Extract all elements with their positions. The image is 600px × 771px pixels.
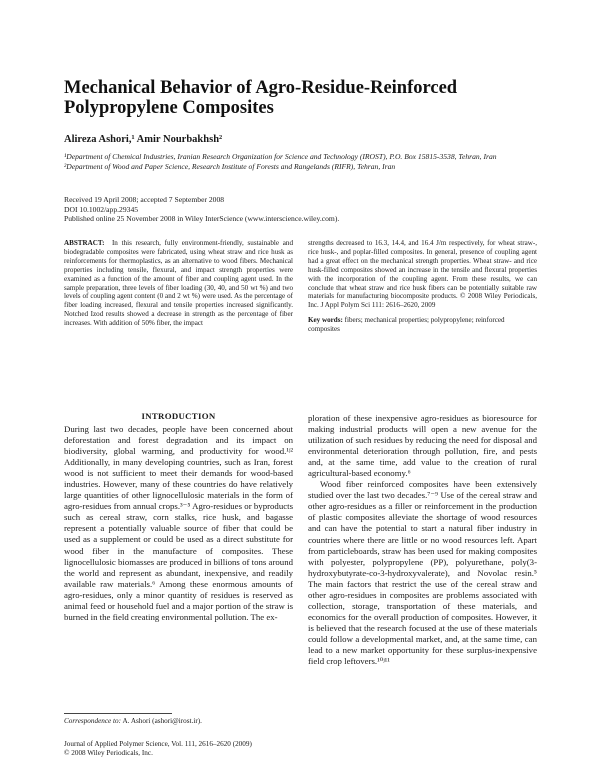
intro-paragraph-1: During last two decades, people have been concerned about deforestation and forest degradation and its impact on biodiversity, global warming, and productivity for wood.¹ʲ² Additionally, in many developing countries, such as Iran, forest wood is not sufficient to meet their demands for wood-based industries. However, many of these countries do have relatively large quantities of other lignocellulosic materials in the form of agro-residues from annual crops.³⁻⁵ Agro-residues or byproducts such as cereal straw, corn stalks, rice husk, and bagasse represent a potentially valuable source of fiber that could be used as a supplement or could be used as a direct substitute for wood fiber in the manufacture of composites. These lignocellulosic biomasses are produced in billions of tons around the world and represent as abundant, inexpensive, and readily available raw materials.⁶ Among these enormous amounts of agro-residues, only a minor quantity of residues is reserved as animal feed or household fuel and a major portion of the straw is burned in the field creating environmental pollution. The ex- (64, 424, 293, 622)
published-online: Published online 25 November 2008 in Wiley InterScience (www.interscience.wiley.com). (64, 214, 340, 224)
correspondence-text: A. Ashori (ashori@irost.ir). (122, 717, 202, 725)
section-heading: INTRODUCTION (141, 411, 216, 421)
authors: Alireza Ashori,¹ Amir Nourbakhsh² (64, 134, 223, 145)
intro-paragraph-2: Wood fiber reinforced composites have been extensively studied over the last two decades.⁷⁻⁹ Use of the cereal straw and other agro-residues as a filler or reinforcement in the production of plastic composites alleviate the shortage of wood resources and can have the potential to start a natural fiber industry in countries where there are little or no wood resources left. Apart from particleboards, straw has been used for making composites with polyester, polypropylene (PP), polyurethane, poly(3-hydroxybutyrate-co-3-hydroxyvalerate), and Novolac resin.⁵ The main factors that restrict the use of the cereal straw and other agro-residues in composites are problems associated with collection, storage, transportation of these materials, and economics for the overall production of composites. However, it is believed that the research focused at the use of these materials could follow a developmental market, and, at the same time, can lead to a new market opportunity for these surplus-inexpensive field crop leftovers.¹⁰ʲ¹¹ (308, 479, 537, 667)
affiliation-2: ²Department of Wood and Paper Science, Research Institute of Forests and Rangelands (RIFR), Tehran, Iran (64, 161, 396, 171)
intro-left-column (64, 424, 293, 623)
abstract-text-part2: strengths decreased to 16.3, 14.4, and 16.4 J/m respectively, for wheat straw-, rice husk-, and poplar-filled composites. In general, presence of coupling agent had a great effect on the mechanical strength properties. Wheat straw- and rice husk-filled composites showed an increase in the tensile and flexural properties with the incorporation of the coupling agent. From these results, we can conclude that wheat straw and rice husk fibers can be potentially suitable raw materials for manufacturing biocomposite products. © 2008 Wiley Periodicals, Inc. J Appl Polym Sci 111: 2616–2620, 2009 (308, 239, 537, 310)
received-dates: Received 19 April 2008; accepted 7 September 2008 (64, 195, 225, 204)
doi: DOI 10.1002/app.29345 (64, 204, 139, 214)
correspondence-note (64, 717, 202, 726)
abstract-text-part1: In this research, fully environment-friendly, sustainable and biodegradable composites were fabricated, using wheat straw and rice husk as reinforcements for thermoplastics, as an alternative to wood fibers. Mechanical properties including tensile, flexural, and impact strength properties were examined as a function of the amount of fiber and coupling agent used. In the sample preparation, three levels of fiber loading (30, 40, and 50 wt %) and two levels of coupling agent content (0 and 2 wt %) were used. As the percentage of fiber loading increased, flexural and tensile properties increased significantly. Notched Izod results showed a decrease in strength as the percentage of fiber increases. With addition of 50% fiber, the impact (64, 239, 294, 328)
intro-right-column (308, 413, 537, 667)
abstract-label: ABSTRACT: (64, 239, 105, 247)
correspondence-label: Correspondence to: (64, 717, 122, 725)
article-title: Mechanical Behavior of Agro-Residue-Reinforced Polypropylene Composites (64, 78, 458, 118)
affiliations (64, 152, 544, 171)
keywords-label: Key words: (308, 316, 343, 324)
keywords (308, 316, 537, 334)
journal-citation: Journal of Applied Polymer Science, Vol. 111, 2616–2620 (2009) (64, 740, 252, 748)
abstract-left-column (64, 239, 293, 328)
footnote-divider (64, 713, 172, 714)
article-history (64, 195, 544, 224)
keywords-text: fibers; mechanical properties; polypropylene; reinforced composites (308, 316, 505, 333)
copyright: © 2008 Wiley Periodicals, Inc. (64, 749, 153, 757)
abstract-right-column (308, 239, 537, 310)
journal-footer (64, 740, 364, 758)
intro-paragraph-1-cont: ploration of these inexpensive agro-residues as bioresource for making industrial products will open a new avenue for the utilization of such residues by reducing the need for disposal and environmental deterioration through pollution, fire, and pests and, at the same time, add value to the creation of rural agricultural-based economy.⁶ (308, 413, 537, 479)
affiliation-1: ¹Department of Chemical Industries, Iranian Research Organization for Science and Technology (IROST), P.O. Box 15815-3538, Tehran, Iran (64, 152, 497, 161)
